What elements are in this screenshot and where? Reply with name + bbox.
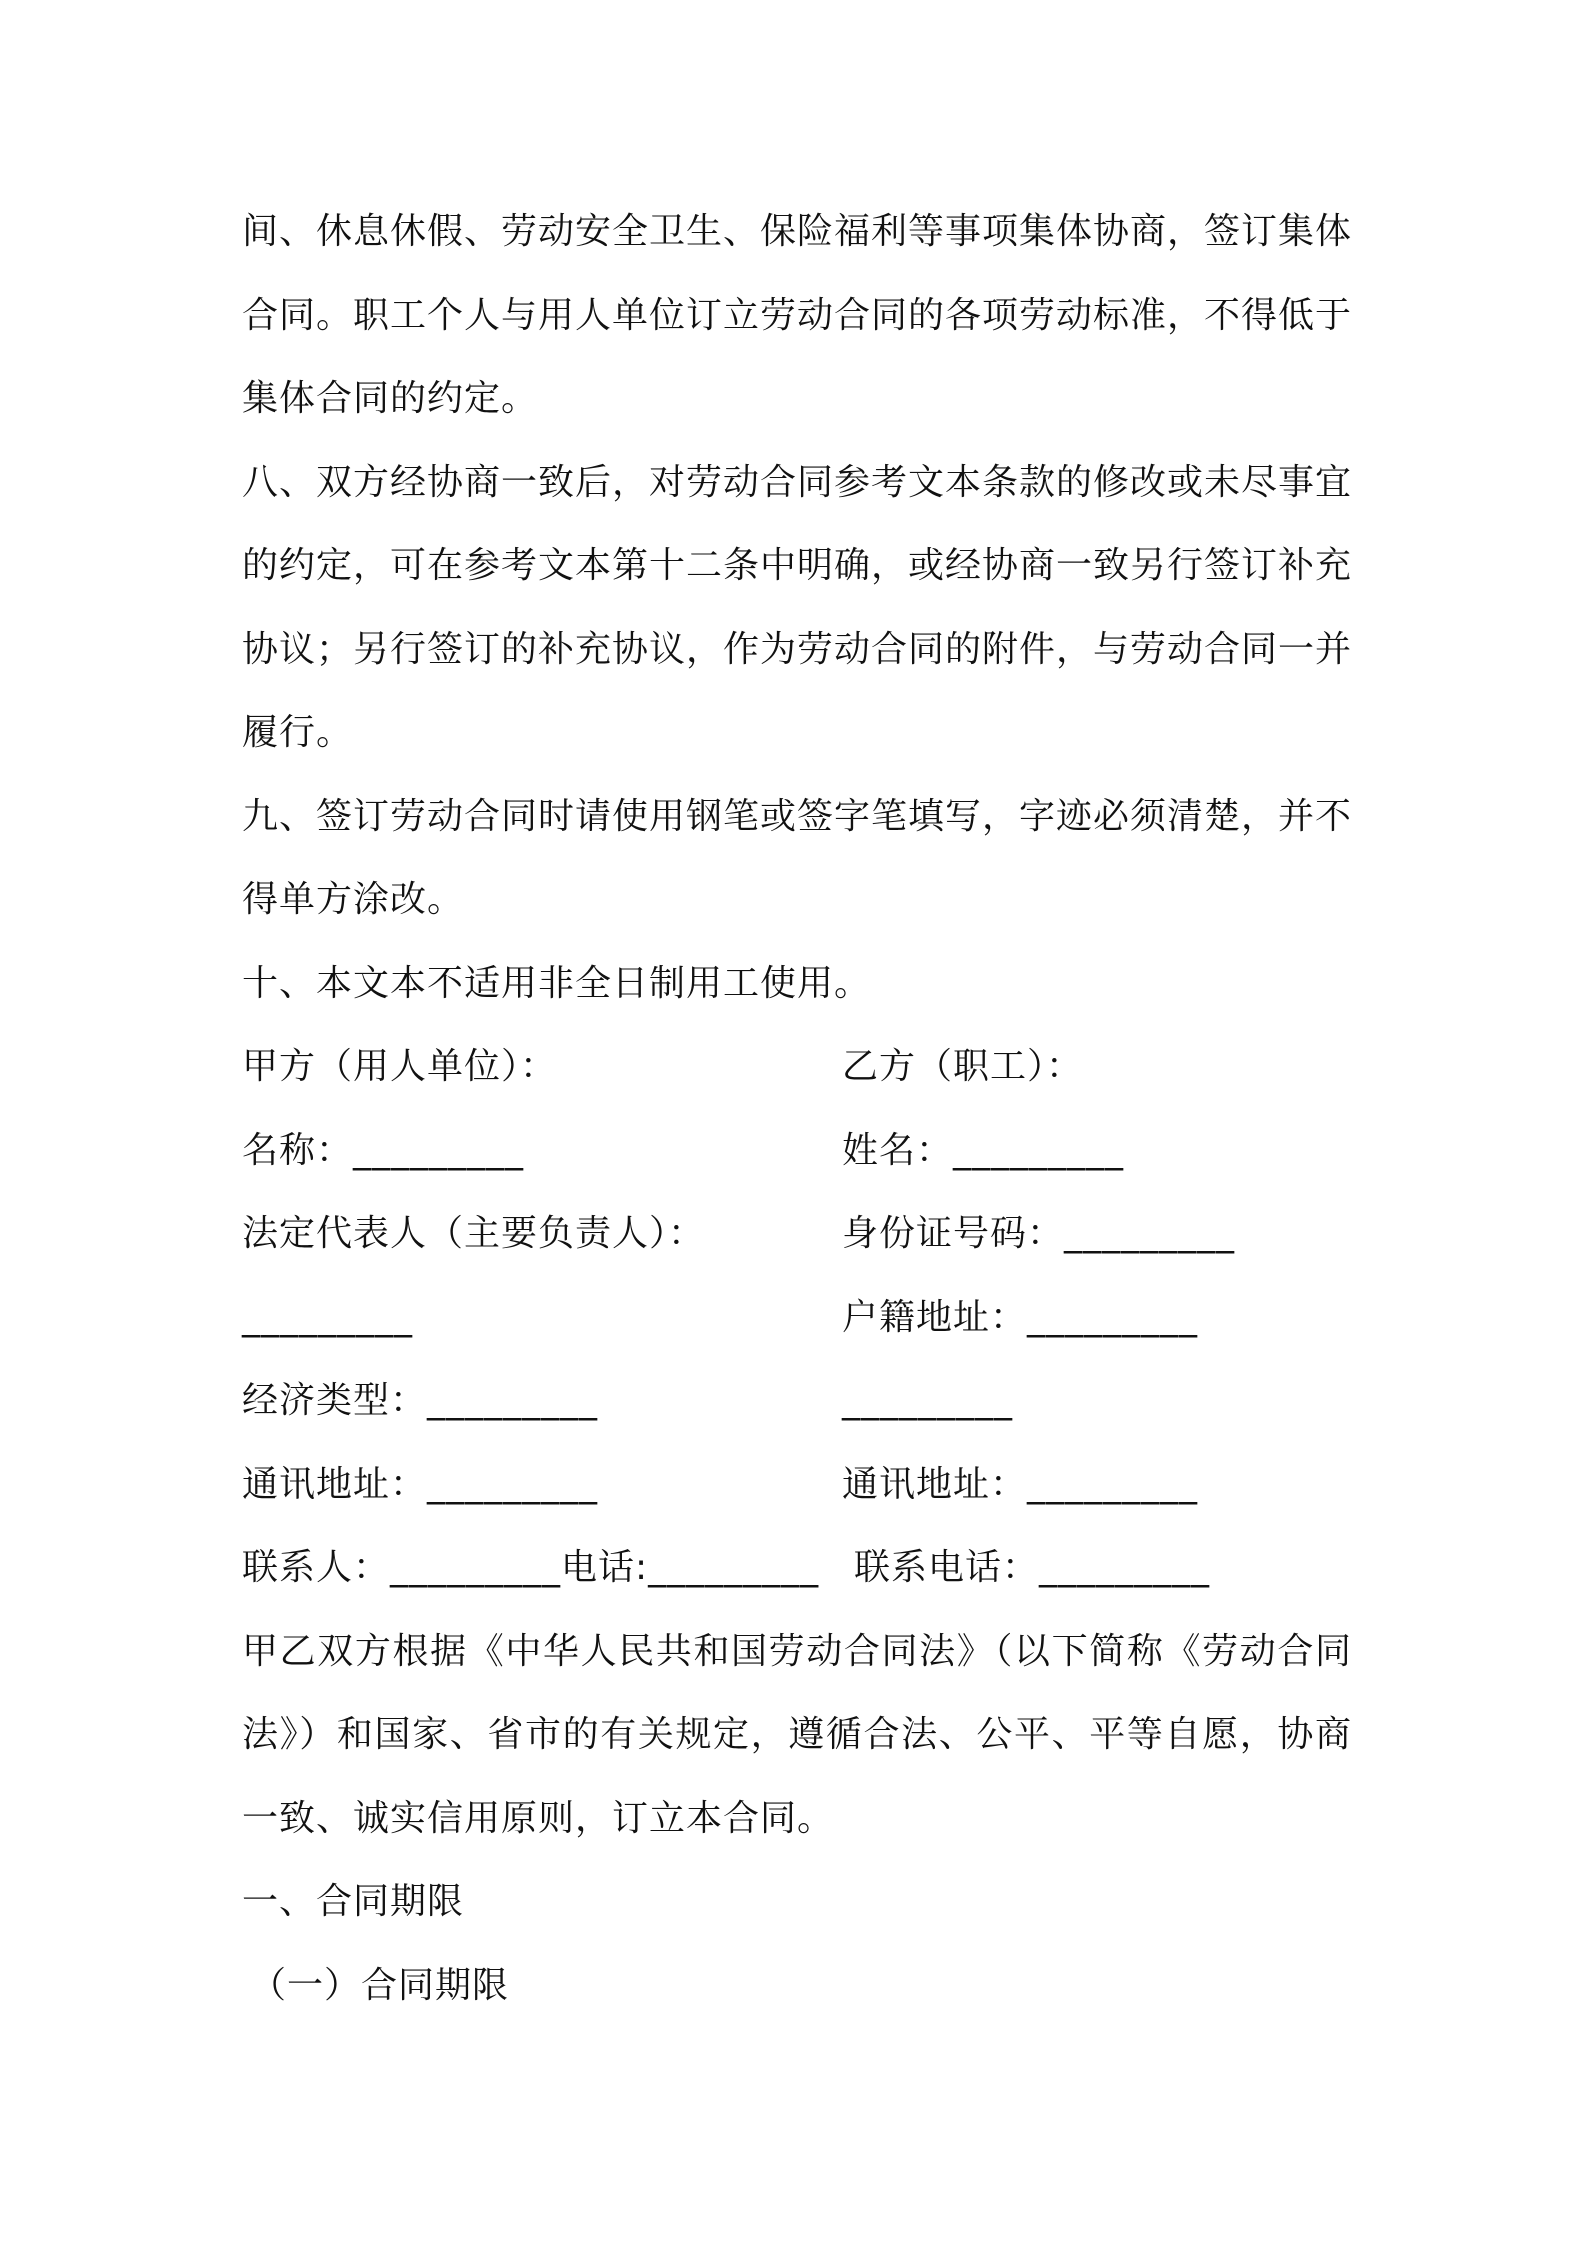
party-a-legal-rep-blank: _________ — [242, 1296, 413, 1338]
legal-rep-blank-row — [242, 1276, 1352, 1360]
paragraph-item-ten: 十、本文本不适用非全日制用工使用。 — [242, 962, 872, 1004]
party-a-heading: 甲方（用人单位）： — [242, 1046, 558, 1087]
mail-address-row — [242, 1443, 1352, 1527]
contact-row — [242, 1526, 1352, 1610]
party-a-economic-type-field: 经济类型：_________ — [242, 1380, 599, 1421]
paragraph-item-nine: 九、签订劳动合同时请使用钢笔或签字笔填写，字迹必须清楚，并不得单方涂改。 — [242, 795, 1353, 920]
legal-rep-row — [242, 1192, 1352, 1276]
party-a-contact-field: 联系人：_________电话:_________ — [242, 1547, 820, 1588]
party-b-household-address-blank: _________ — [842, 1380, 1013, 1421]
paragraph-preamble: 甲乙双方根据《中华人民共和国劳动合同法》（以下简称《劳动合同法》）和国家、省市的有关规定，遵循合法、公平、平等自愿，协商一致、诚实信用原则，订立本合同。 — [242, 1630, 1352, 1839]
economic-type-row — [242, 1359, 1352, 1443]
parties-heading-row — [242, 1025, 1352, 1109]
section-heading-contract-term: 一、合同期限 — [242, 1881, 465, 1922]
party-b-heading: 乙方（职工）： — [842, 1046, 1084, 1087]
party-b-mail-address-field: 通讯地址：_________ — [842, 1463, 1199, 1505]
name-row — [242, 1109, 1352, 1193]
party-b-id-number-field: 身份证号码：_________ — [842, 1213, 1236, 1254]
party-b-household-address-field: 户籍地址：_________ — [842, 1296, 1199, 1338]
document-body — [242, 190, 1352, 2027]
paragraph-collective-contract: 间、休息休假、劳动安全卫生、保险福利等事项集体协商，签订集体合同。职工个人与用人单位订立劳动合同的各项劳动标准，不得低于集体合同的约定。 — [242, 211, 1353, 419]
party-a-name-field: 名称：_________ — [242, 1129, 525, 1171]
party-a-mail-address-field: 通讯地址：_________ — [242, 1463, 599, 1505]
party-a-legal-rep-label: 法定代表人（主要负责人）： — [242, 1213, 706, 1254]
party-b-name-field: 姓名：_________ — [842, 1129, 1125, 1171]
paragraph-item-eight: 八、双方经协商一致后，对劳动合同参考文本条款的修改或未尽事宜的约定，可在参考文本第十二条中明确，或经协商一致另行签订补充协议；另行签订的补充协议，作为劳动合同的附件，与劳动合同一并履行。 — [242, 461, 1353, 753]
party-b-phone-field: 联系电话：_________ — [854, 1547, 1211, 1588]
subsection-heading-contract-term: （一）合同期限 — [250, 1964, 510, 2006]
